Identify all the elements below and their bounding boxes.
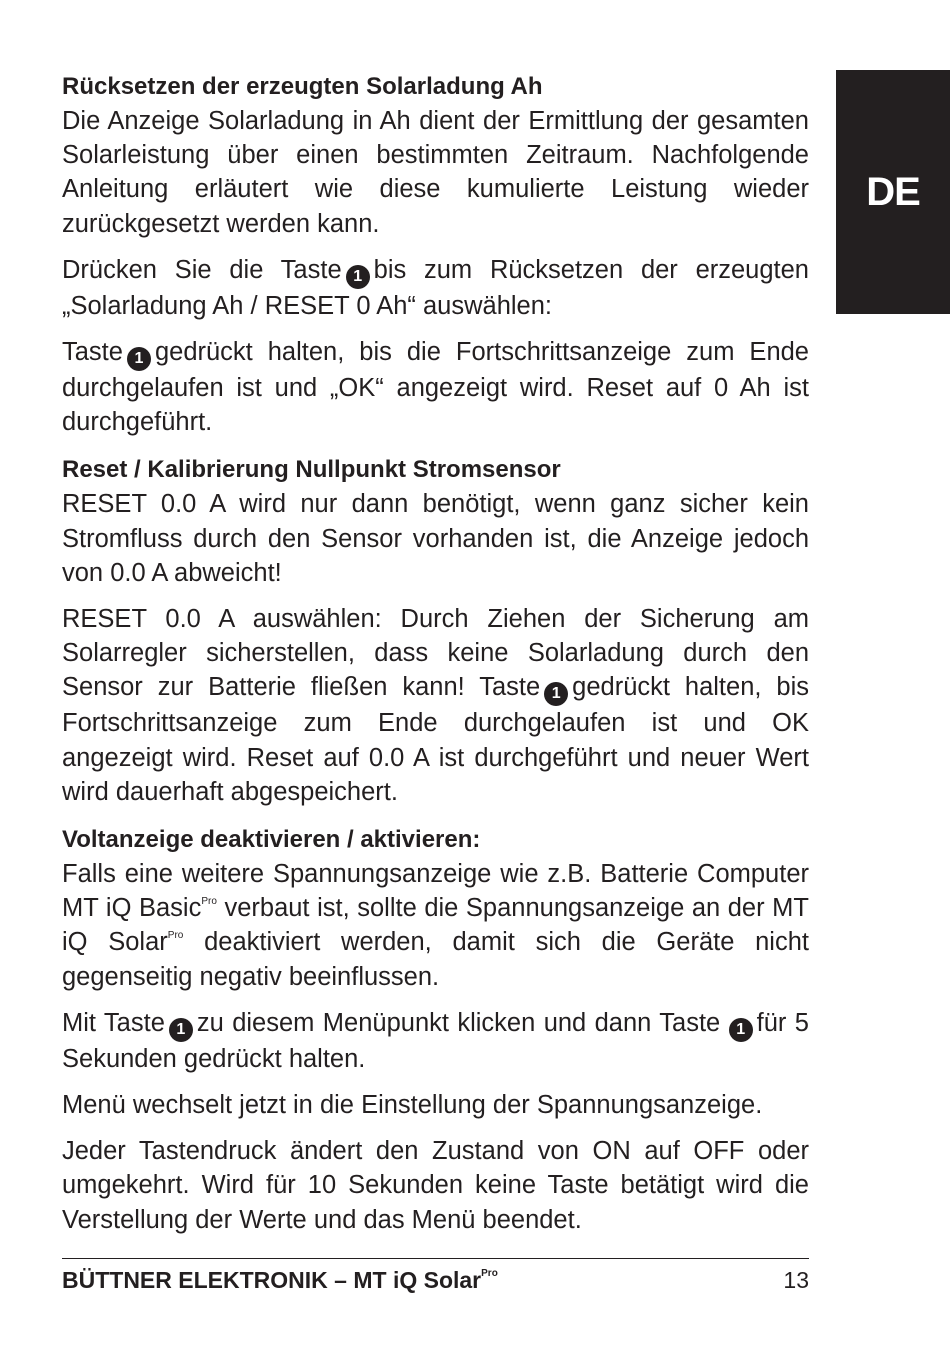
text-fragment: gedrückt halten, bis Fortschrittsanzeige zum Ende durchgelaufen ist und OK angezeigt wird. Reset auf 0.0 A ist durchgeführt und neuer Wert wird dauerhaft abgespeichert. bbox=[62, 673, 809, 806]
paragraph-hold-key bbox=[62, 335, 809, 439]
page-content bbox=[62, 70, 809, 1249]
text-fragment: deaktiviert werden, damit sich die Geräte nicht gegenseitig negativ beeinflussen. bbox=[62, 928, 809, 991]
key-1-icon: 1 bbox=[729, 1018, 753, 1042]
text-fragment: Taste bbox=[62, 338, 123, 367]
text-fragment: Mit Taste bbox=[62, 1008, 165, 1037]
page-footer bbox=[62, 1265, 809, 1295]
text-fragment: zu diesem Menüpunkt klicken und dann Taste bbox=[196, 1008, 721, 1037]
language-tab bbox=[836, 70, 950, 314]
key-1-icon: 1 bbox=[127, 347, 151, 371]
text-fragment: RESET 0.0 A auswählen: Durch Ziehen der Sicherung am Solarregler sicherstellen, dass keine Solarladung durch den Sensor zur Batterie fließen kann! Taste bbox=[62, 605, 809, 702]
paragraph-voltage-intro bbox=[62, 857, 809, 994]
paragraph-toggle-state: Jeder Tastendruck ändert den Zustand von ON auf OFF oder umgekehrt. Wird für 10 Sekunden keine Taste betätigt wird die Verstellung der Werte und das Menü beendet. bbox=[62, 1137, 809, 1234]
paragraph-sensor-procedure bbox=[62, 602, 809, 809]
language-tab-label: DE bbox=[866, 169, 920, 214]
paragraph-select-reset bbox=[62, 253, 809, 323]
footer-brand-text: BÜTTNER ELEKTRONIK – MT iQ Solar bbox=[62, 1267, 482, 1293]
text-fragment: für 5 Sekunden gedrückt halten. bbox=[62, 1008, 809, 1073]
pro-superscript: Pro bbox=[481, 1268, 498, 1279]
paragraph-menu-switch: Menü wechselt jetzt in die Einstellung der Spannungsanzeige. bbox=[62, 1091, 763, 1120]
page-number: 13 bbox=[783, 1267, 809, 1293]
key-1-icon: 1 bbox=[169, 1018, 193, 1042]
pro-superscript: Pro bbox=[201, 896, 217, 908]
text-fragment: verbaut ist, sollte die Spannungsanzeige an der MT iQ Solar bbox=[62, 894, 809, 957]
pro-superscript: Pro bbox=[167, 930, 184, 942]
key-1-icon: 1 bbox=[346, 265, 370, 289]
text-fragment: Falls eine weitere Spannungsanzeige wie z.B. Batterie Computer MT iQ Basic bbox=[62, 860, 809, 923]
text-fragment: bis zum Rücksetzen der erzeugten „Solarladung Ah / RESET 0 Ah“ auswählen: bbox=[62, 255, 809, 320]
footer-divider bbox=[62, 1258, 809, 1259]
text-fragment: gedrückt halten, bis die Fortschrittsanzeige zum Ende durchgelaufen ist und „OK“ angezeigt wird. Reset auf 0 Ah ist durchgeführt. bbox=[62, 338, 809, 437]
footer-brand bbox=[62, 1265, 498, 1295]
text-fragment: Drücken Sie die Taste bbox=[62, 255, 342, 284]
heading-voltage-display: Voltanzeige deaktivieren / aktivieren: bbox=[62, 826, 481, 854]
paragraph-voltage-key bbox=[62, 1006, 809, 1076]
key-1-icon: 1 bbox=[544, 682, 568, 706]
paragraph-sensor-intro: RESET 0.0 A wird nur dann benötigt, wenn ganz sicher kein Stromfluss durch den Sensor vorhanden ist, die Anzeige jedoch von 0.0 A abweicht! bbox=[62, 490, 809, 587]
heading-reset-current-sensor: Reset / Kalibrierung Nullpunkt Stromsensor bbox=[62, 456, 561, 484]
heading-reset-solar-charge: Rücksetzen der erzeugten Solarladung Ah bbox=[62, 73, 543, 100]
paragraph-solar-charge-intro: Die Anzeige Solarladung in Ah dient der Ermittlung der gesamten Solarleistung über einen bestimmten Zeitraum. Nachfolgende Anleitung erläutert wie diese kumulierte Leistung wieder zurückgesetzt werden kann. bbox=[62, 107, 809, 238]
